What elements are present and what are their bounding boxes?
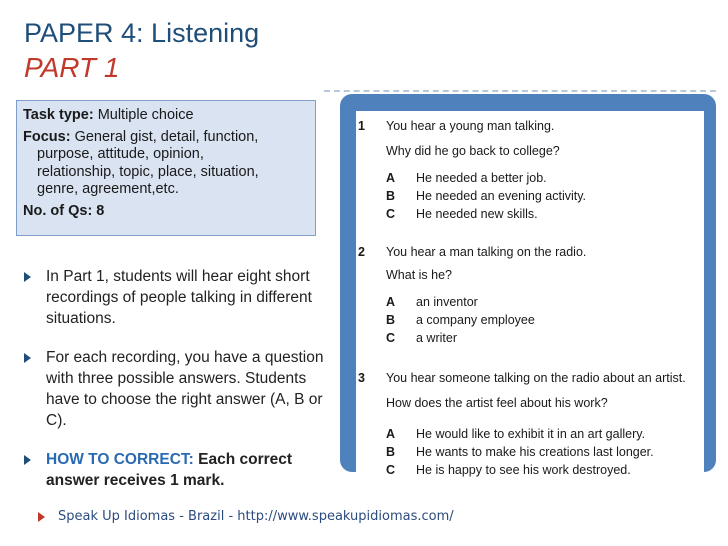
- question-text: How does the artist feel about his work?: [386, 396, 608, 410]
- page-title: PAPER 4: Listening: [24, 18, 260, 48]
- task-info-box: [16, 100, 316, 236]
- option-letter: C: [386, 207, 396, 221]
- bullet-arrow-icon: [24, 272, 31, 282]
- bullet-list: [24, 266, 324, 509]
- question-number: 2: [358, 245, 365, 259]
- focus-line-3: relationship, topic, place, situation,: [37, 163, 259, 180]
- option-letter: A: [386, 171, 396, 185]
- option-a: [386, 171, 547, 185]
- question-number: 3: [358, 371, 365, 385]
- option-text: He needed an evening activity.: [416, 189, 587, 203]
- option-c: [386, 331, 457, 345]
- focus-line: [23, 129, 309, 199]
- bullet-arrow-icon: [24, 455, 31, 465]
- option-text: He needed new skills.: [416, 207, 538, 221]
- option-letter: A: [386, 295, 396, 309]
- option-letter: C: [386, 331, 396, 345]
- option-a: [386, 295, 478, 309]
- qs-label: No. of Qs: 8: [23, 202, 105, 219]
- option-text: a company employee: [416, 313, 535, 327]
- focus-line-2: purpose, attitude, opinion,: [37, 146, 204, 162]
- focus-label: Focus:: [23, 128, 71, 145]
- correct-text: Each correct answer receives 1 mark.: [46, 451, 293, 489]
- dashed-divider: [324, 90, 716, 92]
- footer-credit: Speak Up Idiomas - Brazil - http://www.speakupidiomas.com/: [58, 509, 454, 524]
- option-letter: A: [386, 427, 396, 441]
- bullet-text: In Part 1, students will hear eight short recordings of people talking in different situations.: [46, 268, 312, 327]
- option-text: He wants to make his creations last longer.: [416, 445, 654, 459]
- task-type-value: Multiple choice: [97, 107, 194, 123]
- question-number: 1: [358, 119, 365, 133]
- question-prompt: You hear a man talking on the radio.: [386, 245, 587, 259]
- option-a: [386, 427, 645, 441]
- option-b: [386, 313, 535, 327]
- option-b: [386, 189, 586, 203]
- footer-arrow-icon: [38, 512, 45, 522]
- focus-value: General gist, detail, function,: [74, 128, 259, 145]
- task-type-label: Task type:: [23, 107, 94, 123]
- option-c: [386, 207, 538, 221]
- option-b: [386, 445, 654, 459]
- option-text: He would like to exhibit it in an art gallery.: [416, 427, 646, 441]
- question-text: What is he?: [386, 268, 453, 282]
- question-prompt: You hear someone talking on the radio about an artist.: [386, 371, 686, 385]
- qs-line: [23, 203, 309, 221]
- question-text: Why did he go back to college?: [386, 144, 560, 158]
- page-subtitle: PART 1: [24, 52, 120, 83]
- bullet-item: [24, 347, 324, 431]
- option-letter: B: [386, 313, 396, 327]
- bullet-arrow-icon: [24, 353, 31, 363]
- option-text: He needed a better job.: [416, 171, 547, 185]
- option-letter: B: [386, 445, 396, 459]
- option-letter: C: [386, 463, 396, 477]
- focus-line-4: genre, agreement,etc.: [37, 181, 179, 197]
- option-letter: B: [386, 189, 396, 203]
- bullet-item: [24, 449, 324, 491]
- correct-label: HOW TO CORRECT:: [46, 451, 194, 468]
- option-text: an inventor: [416, 295, 478, 309]
- exam-sheet: [356, 111, 704, 489]
- option-c: [386, 463, 631, 477]
- option-text: He is happy to see his work destroyed.: [416, 463, 631, 477]
- question-prompt: You hear a young man talking.: [386, 119, 555, 133]
- bullet-item: [24, 266, 324, 329]
- option-text: a writer: [416, 331, 457, 345]
- task-type-line: [23, 107, 309, 125]
- bullet-text: For each recording, you have a question with three possible answers. Students have to choose the right answer (A, B or C).: [46, 349, 324, 429]
